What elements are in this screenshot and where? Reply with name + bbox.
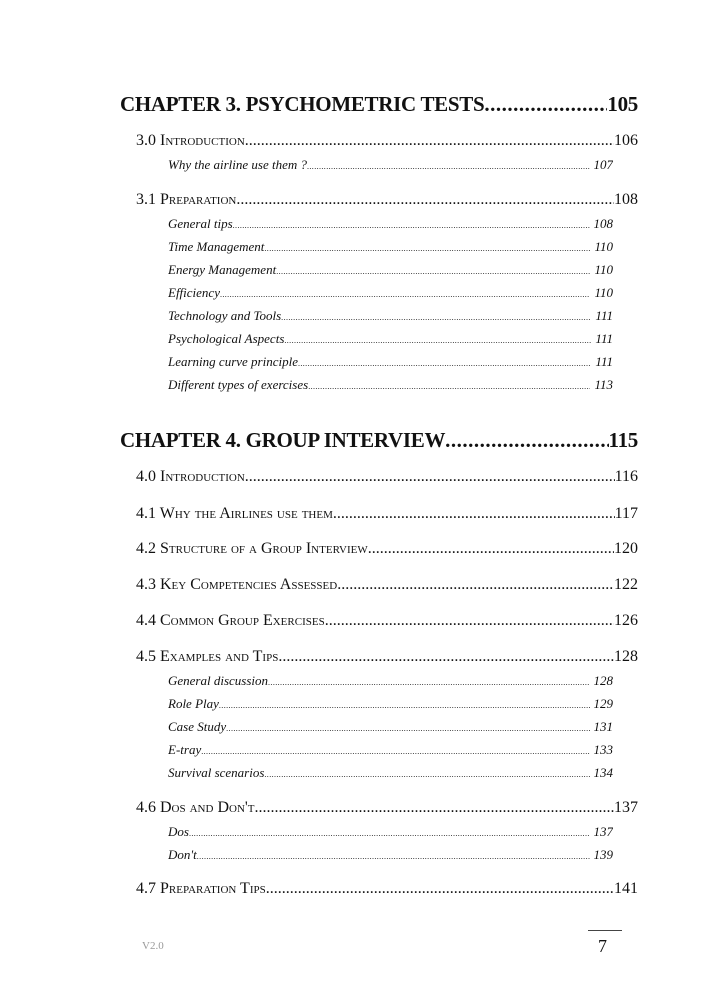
toc-section-4-2[interactable]	[136, 540, 638, 558]
toc-subsection[interactable]	[168, 719, 613, 735]
dot-leader	[264, 244, 590, 253]
toc-subsection[interactable]	[168, 285, 613, 301]
subsection-title: Why the airline use them ?	[168, 157, 307, 172]
subsection-title: Dos	[168, 824, 189, 839]
dot-leader	[298, 359, 591, 368]
subsection-title: E-tray	[168, 742, 202, 757]
section-title: 4.0 Introduction	[136, 468, 245, 485]
section-page: 122	[614, 576, 638, 593]
section-title: 4.6 Dos and Don't	[136, 799, 255, 816]
section-page: 128	[614, 648, 638, 665]
dot-leader	[278, 648, 614, 666]
section-page: 120	[614, 540, 638, 557]
chapter-title: CHAPTER 4. GROUP INTERVIEW	[120, 428, 446, 452]
subsection-title: General discussion	[168, 673, 269, 688]
section-title: 4.7 Preparation Tips	[136, 880, 266, 897]
subsection-title: General tips	[168, 216, 233, 231]
dot-leader	[333, 505, 615, 523]
dot-leader	[281, 313, 591, 322]
toc-subsection[interactable]	[168, 239, 613, 255]
dot-leader	[201, 747, 589, 756]
section-page: 106	[614, 132, 638, 149]
version-label: V2.0	[142, 940, 164, 952]
subsection-title: Energy Management	[168, 262, 277, 277]
dot-leader	[445, 428, 608, 453]
section-page: 137	[614, 799, 638, 816]
section-title: 4.1 Why the Airlines use them	[136, 505, 333, 522]
subsection-page: 131	[593, 719, 613, 734]
toc-section-4-5[interactable]	[136, 648, 638, 666]
toc-subsection[interactable]	[168, 377, 613, 393]
toc-section-4-0[interactable]	[136, 468, 638, 486]
subsection-page: 111	[595, 308, 613, 323]
dot-leader	[236, 191, 614, 209]
toc-section-4-4[interactable]	[136, 612, 638, 630]
subsection-page: 110	[594, 239, 613, 254]
toc-section-4-7[interactable]	[136, 880, 638, 898]
dot-leader	[325, 612, 614, 630]
subsection-title: Different types of exercises	[168, 377, 309, 392]
toc-subsection[interactable]	[168, 157, 613, 173]
dot-leader	[197, 852, 590, 861]
dot-leader	[245, 468, 615, 486]
section-title: 4.4 Common Group Exercises	[136, 612, 325, 629]
toc-subsection[interactable]	[168, 824, 613, 840]
subsection-title: Efficiency	[168, 285, 220, 300]
subsection-page: 128	[593, 673, 613, 688]
dot-leader	[255, 799, 615, 817]
chapter-page: 115	[608, 428, 638, 452]
subsection-title: Learning curve principle	[168, 354, 298, 369]
subsection-page: 113	[594, 377, 613, 392]
section-title: 3.0 Introduction	[136, 132, 245, 149]
dot-leader	[484, 92, 607, 117]
section-title: 4.3 Key Competencies Assessed	[136, 576, 338, 593]
chapter-page: 105	[607, 92, 638, 116]
subsection-title: Case Study	[168, 719, 227, 734]
footer-rule	[588, 930, 622, 931]
section-title: 4.5 Examples and Tips	[136, 648, 279, 665]
section-page: 117	[614, 505, 638, 522]
toc-subsection[interactable]	[168, 262, 613, 278]
subsection-page: 107	[593, 157, 613, 172]
toc-subsection[interactable]	[168, 308, 613, 324]
dot-leader	[219, 701, 590, 710]
subsection-page: 137	[593, 824, 613, 839]
dot-leader	[233, 221, 590, 230]
section-page: 108	[614, 191, 638, 208]
subsection-title: Psychological Aspects	[168, 331, 285, 346]
toc-subsection[interactable]	[168, 742, 613, 758]
toc-subsection[interactable]	[168, 847, 613, 863]
toc-subsection[interactable]	[168, 331, 613, 347]
dot-leader	[368, 540, 614, 558]
dot-leader	[245, 132, 614, 150]
toc-subsection[interactable]	[168, 216, 613, 232]
toc-subsection[interactable]	[168, 696, 613, 712]
dot-leader	[266, 880, 614, 898]
subsection-page: 133	[593, 742, 613, 757]
toc-chapter-4[interactable]	[120, 428, 638, 453]
dot-leader	[276, 267, 590, 276]
toc-section-4-6[interactable]	[136, 799, 638, 817]
toc-section-4-1[interactable]	[136, 505, 638, 523]
dot-leader	[308, 382, 590, 391]
page-number: 7	[598, 936, 607, 956]
subsection-page: 110	[594, 285, 613, 300]
toc-section-3-1[interactable]	[136, 191, 638, 209]
subsection-page: 110	[594, 262, 613, 277]
chapter-title: CHAPTER 3. PSYCHOMETRIC TESTS	[120, 92, 485, 116]
section-page: 116	[614, 468, 638, 485]
dot-leader	[264, 770, 589, 779]
section-title: 4.2 Structure of a Group Interview	[136, 540, 368, 557]
toc-subsection[interactable]	[168, 354, 613, 370]
dot-leader	[307, 162, 590, 171]
subsection-page: 134	[593, 765, 613, 780]
subsection-title: Don't	[168, 847, 197, 862]
subsection-page: 111	[595, 354, 613, 369]
toc-subsection[interactable]	[168, 673, 613, 689]
subsection-page: 139	[593, 847, 613, 862]
toc-chapter-3[interactable]	[120, 92, 638, 117]
toc-section-4-3[interactable]	[136, 576, 638, 594]
subsection-title: Time Management	[168, 239, 265, 254]
dot-leader	[268, 678, 589, 687]
dot-leader	[284, 336, 591, 345]
section-page: 141	[614, 880, 638, 897]
subsection-title: Survival scenarios	[168, 765, 265, 780]
dot-leader	[220, 290, 590, 299]
section-page: 126	[614, 612, 638, 629]
toc-subsection[interactable]	[168, 765, 613, 781]
subsection-page: 108	[593, 216, 613, 231]
subsection-page: 111	[595, 331, 613, 346]
dot-leader	[189, 829, 590, 838]
dot-leader	[226, 724, 589, 733]
subsection-page: 129	[593, 696, 613, 711]
subsection-title: Technology and Tools	[168, 308, 282, 323]
section-title: 3.1 Preparation	[136, 191, 237, 208]
dot-leader	[337, 576, 614, 594]
subsection-title: Role Play	[168, 696, 219, 711]
toc-section-3-0[interactable]	[136, 132, 638, 150]
